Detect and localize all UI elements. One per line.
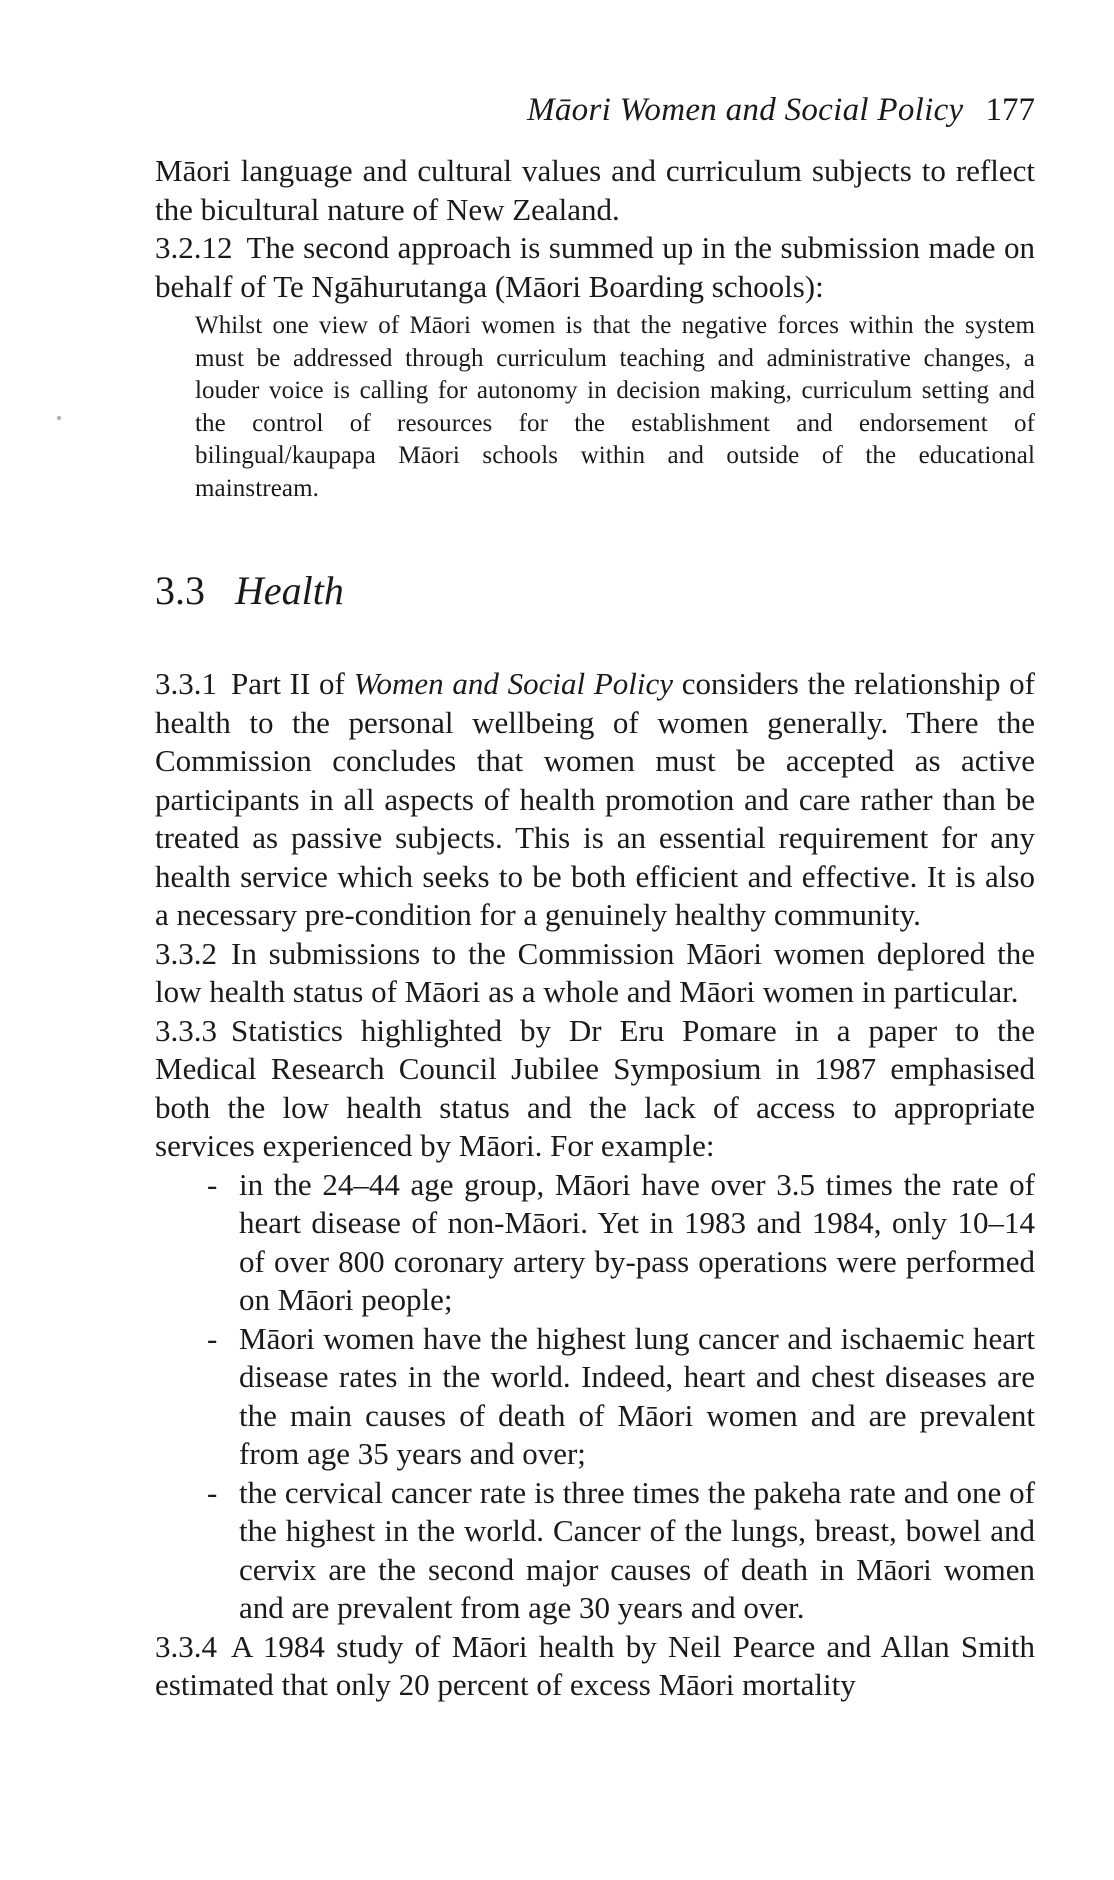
paragraph-number: 3.3.1 [155, 666, 217, 701]
block-quote: Whilst one view of Māori women is that the negative forces within the system must be addressed through curriculum teaching and administrative changes, a louder voice is calling for autonomy in decision making, curriculum setting and the control of resources for the establishment and endorsement of bilingual/kaupapa Māori schools within and outside of the educational mainstream. [195, 312, 1035, 502]
list-dash: - [207, 1320, 218, 1356]
paragraph-text: The second approach is summed up in the submission made on behalf of Te Ngāhurutanga (Māori Boarding schools): [155, 230, 1035, 304]
book-page [155, 90, 1035, 1705]
paragraph-3-3-2 [155, 935, 1035, 1012]
paragraph-text: A 1984 study of Māori health by Neil Pearce and Allan Smith estimated that only 20 percent of excess Māori mortality [155, 1628, 1035, 1702]
running-head-title: Māori Women and Social Policy [527, 92, 964, 128]
list-dash: - [207, 1166, 218, 1202]
paragraph-text: Māori language and cultural values and curriculum subjects to reflect the bicultural nature of New Zealand. [155, 153, 1035, 227]
paragraph-number: 3.2.12 [155, 230, 233, 265]
list-item [207, 1166, 1035, 1320]
paragraph-3-3-1 [155, 665, 1035, 935]
paragraph-text-after: considers the relationship of health to the personal wellbeing of women generally. There the Commission concludes that women must be accepted as active participants in all aspects of health promotion and care rather than be treated as passive subjects. This is an essential requirement for any health service which seeks to be both efficient and effective. It is also a necessary pre-condition for a genuinely healthy community. [155, 666, 1036, 932]
list-item-text: Māori women have the highest lung cancer and ischaemic heart disease rates in the world. Indeed, heart and chest diseases are the main causes of death of Māori women and are prevalent from age 35 years and over; [239, 1320, 1035, 1471]
section-number: 3.3 [155, 568, 205, 613]
paragraph-number: 3.3.2 [155, 935, 217, 971]
paragraph-3-3-4 [155, 1628, 1035, 1705]
paragraph-text: In submissions to the Commission Māori women deplored the low health status of Māori as a whole and Māori women in particular. [155, 935, 1035, 1009]
running-head [155, 90, 1035, 130]
paragraph-text: Statistics highlighted by Dr Eru Pomare in a paper to the Medical Research Council Jubilee Symposium in 1987 emphasised both the low health status and the lack of access to appropriate services experienced by Māori. For example: [155, 1012, 1035, 1163]
margin-mark [57, 416, 61, 420]
paragraph-3-2-12 [155, 229, 1035, 306]
list-item [207, 1320, 1035, 1474]
statistics-list [155, 1166, 1035, 1628]
book-title-italic: Women and Social Policy [353, 666, 673, 701]
paragraph-continuation [155, 152, 1035, 229]
section-heading [155, 567, 1035, 615]
paragraph-number: 3.3.4 [155, 1628, 217, 1664]
list-item [207, 1474, 1035, 1628]
paragraph-text-before: Part II of [231, 666, 345, 701]
paragraph-number: 3.3.3 [155, 1012, 217, 1048]
paragraph-3-3-3 [155, 1012, 1035, 1166]
list-item-text: the cervical cancer rate is three times the pakeha rate and one of the highest in the world. Cancer of the lungs, breast, bowel and cervix are the second major causes of death in Māori women and are prevalent from age 30 years and over. [239, 1474, 1035, 1625]
page-number: 177 [985, 92, 1035, 128]
list-item-text: in the 24–44 age group, Māori have over 3.5 times the rate of heart disease of non-Māori. Yet in 1983 and 1984, only 10–14 of over 800 coronary artery by-pass operations were performed on Māori people; [239, 1166, 1035, 1317]
section-title: Health [235, 568, 344, 613]
list-dash: - [207, 1474, 218, 1510]
